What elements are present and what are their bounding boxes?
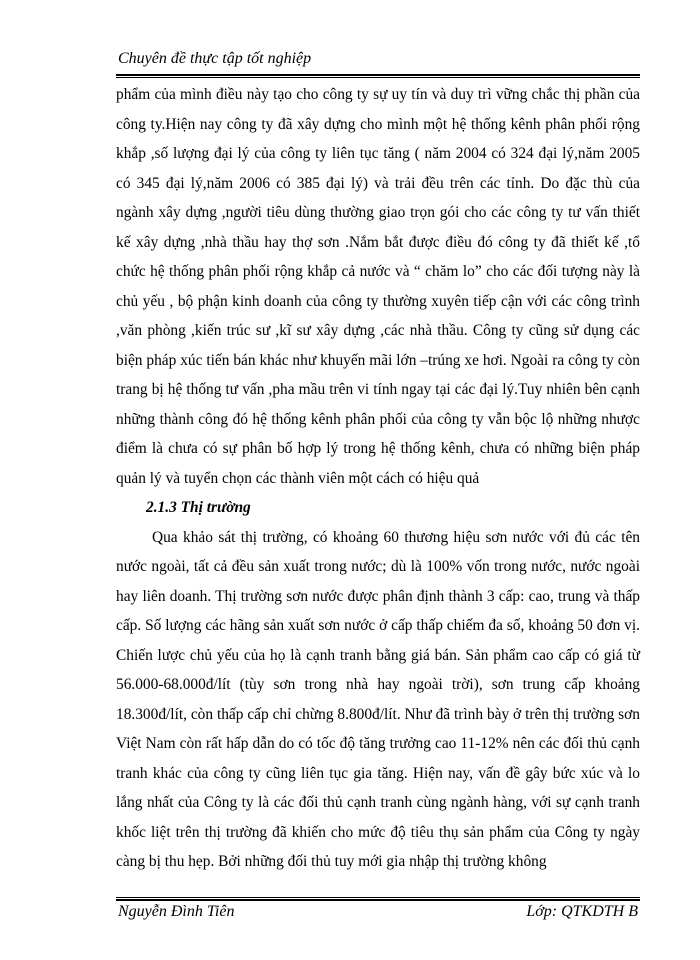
footer-author: Nguyễn Đình Tiên [118, 903, 235, 920]
section-heading: 2.1.3 Thị trường [146, 499, 251, 516]
footer-class-label: Lớp: QTKDTH B [526, 903, 638, 920]
paragraph-market: Qua khảo sát thị trường, có khoảng 60 thương hiệu sơn nước với đủ các tên nước ngoài, tất cả đều sản xuất trong nước; dù là 100% vốn trong nước, nước ngoài hay liên doanh. Thị trường sơn nước được phân định thành 3 cấp: cao, trung và thấp cấp. Số lượng các hãng sản xuất sơn nước ở cấp thấp chiếm đa số, khoảng 50 đơn vị. Chiến lược chủ yếu của họ là cạnh tranh bằng giá bán. Sản phẩm cao cấp có giá từ 56.000-68.000đ/lít (tùy sơn trong nhà hay ngoài trời), sơn trung cấp khoảng 18.300đ/lít, còn thấp cấp chỉ chừng 8.800đ/lít. Như đã trình bày ở trên thị trường sơn Việt Nam còn rất hấp dẫn do có tốc độ tăng trưởng cao 11-12% nên các đối thủ cạnh tranh khác của công ty cũng liên tục gia tăng. Hiện nay, vấn đề gây bức xúc và lo lắng nhất của Công ty là các đối thủ cạnh tranh cùng ngành hàng, với sự cạnh tranh khốc liệt trên thị trường đã khiến cho mức độ tiêu thụ sản phẩm của Công ty ngày càng bị thu hẹp. Bởi những đối thủ tuy mới gia nhập thị trường không [116, 528, 640, 870]
footer-rule [116, 897, 640, 901]
document-body [116, 80, 640, 877]
header-rule [116, 74, 640, 78]
page-header-title: Chuyên đề thực tập tốt nghiệp [118, 50, 312, 67]
paragraph-distribution: phẩm của mình điều này tạo cho công ty sự uy tín và duy trì vững chắc thị phần của công ty.Hiện nay công ty đã xây dựng cho mình một hệ thống kênh phân phối rộng khắp ,số lượng đại lý của công ty liên tục tăng ( năm 2004 có 324 đại lý,năm 2005 có 345 đại lý,năm 2006 có 385 đại lý) và trải đều trên các tỉnh. Do đặc thù của ngành xây dựng ,người tiêu dùng thường giao trọn gói cho các công ty tư vấn thiết kế xây dựng ,nhà thầu hay thợ sơn .Nắm bắt được điều đó công ty đã thiết kế ,tổ chức hệ thống phân phối rộng khắp cả nước và “ chăm lo” cho các đối tượng này là chủ yếu , bộ phận kinh doanh của công ty thường xuyên tiếp cận với các công trình ,văn phòng ,kiến trúc sư ,kĩ sư xây dựng ,các nhà thầu. Công ty cũng sử dụng các biện pháp xúc tiến bán khác như khuyến mãi lớn –trúng xe hơi. Ngoài ra công ty còn trang bị hệ thống tư vấn ,pha mầu trên vi tính ngay tại các đại lý.Tuy nhiên bên cạnh những thành công đó hệ thống kênh phân phối của công ty vẫn bộc lộ những nhược điểm là chưa có sự phân bố hợp lý trong hệ thống kênh, chưa có những biện pháp quản lý và tuyển chọn các thành viên một cách có hiệu quả [116, 86, 640, 487]
